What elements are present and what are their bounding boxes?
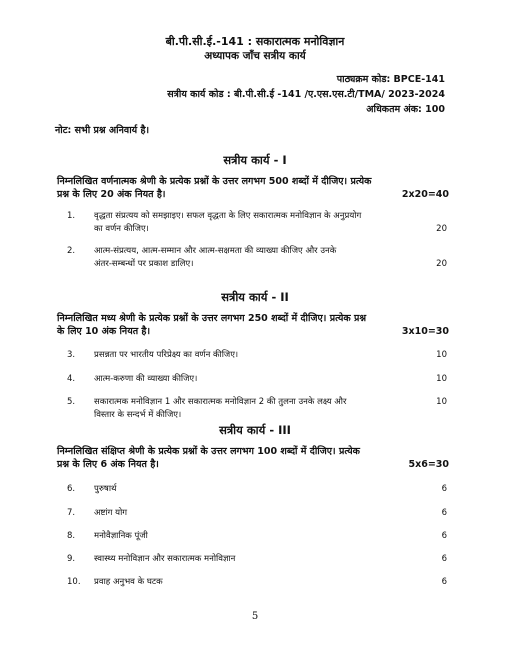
- document-title: बी.पी.सी.ई.-141 : सकारात्मक मनोविज्ञान: [165, 35, 345, 48]
- question-text: आत्म-करुणा की व्याख्या कीजिए।: [94, 374, 198, 384]
- question-item: [67, 245, 447, 271]
- question-number: 5.: [67, 397, 76, 407]
- question-number: 1.: [67, 211, 76, 221]
- question-number: 2.: [67, 246, 76, 256]
- instruction-line: निम्नलिखित मध्य श्रेणी के प्रत्येक प्रश्नों के उत्तर लगभग 250 शब्दों में दीजिए। प्रत्येक प्रश्न: [57, 313, 367, 324]
- question-marks: 20: [436, 224, 447, 234]
- question-line: वृद्धता संप्रत्यय को समझाइए। सफल वृद्धता के लिए सकारात्मक मनोविज्ञान के अनुप्रयोग: [94, 211, 362, 221]
- question-number: 8.: [67, 531, 76, 541]
- question-text: [94, 396, 419, 421]
- question-item: [67, 483, 447, 496]
- question-marks: 10: [436, 350, 447, 360]
- page-number: 5: [251, 611, 259, 622]
- question-marks: 20: [436, 259, 447, 269]
- section-title: सत्रीय कार्य - III: [219, 423, 291, 437]
- question-item: [67, 553, 447, 566]
- question-item: [67, 507, 447, 520]
- question-marks: 6: [441, 508, 447, 518]
- marks-formula: 5x6=30: [408, 459, 449, 470]
- question-text: अष्टांग योग: [94, 508, 128, 518]
- question-item: [67, 396, 447, 422]
- instruction-line: के लिए 10 अंक नियत है।: [57, 326, 151, 337]
- question-text: [94, 210, 419, 235]
- question-marks: 6: [441, 554, 447, 564]
- section-title: सत्रीय कार्य - I: [223, 153, 287, 167]
- question-number: 6.: [67, 484, 76, 494]
- question-number: 9.: [67, 554, 76, 564]
- question-item: [67, 349, 447, 362]
- question-item: [67, 210, 447, 236]
- question-line: विस्तार के सन्दर्भ में कीजिए।: [94, 409, 182, 420]
- section-instruction: [57, 175, 449, 201]
- question-marks: 10: [436, 374, 447, 384]
- question-text: प्रसन्नता पर भारतीय परिप्रेक्ष्य का वर्णन कीजिए।: [94, 350, 239, 360]
- section-instruction: [57, 312, 449, 338]
- question-marks: 6: [441, 577, 447, 587]
- instruction-line: प्रश्न के लिए 20 अंक नियत है।: [57, 189, 166, 200]
- question-line: आत्म-संप्रत्यय, आत्म-सम्मान और आत्म-सक्षमता की व्याख्या कीजिए और उनके: [94, 246, 337, 256]
- question-item: [67, 373, 447, 386]
- question-item: [67, 530, 447, 543]
- section-title: सत्रीय कार्य - II: [221, 290, 289, 304]
- marks-formula: 3x10=30: [401, 326, 449, 337]
- course-code: पाठ्यक्रम कोड: BPCE-141: [336, 74, 445, 85]
- question-text: पुरुषार्थ: [94, 484, 117, 494]
- section-instruction: [57, 445, 449, 471]
- document-subtitle: अध्यापक जाँच सत्रीय कार्य: [204, 50, 306, 62]
- question-marks: 6: [441, 484, 447, 494]
- max-marks: अधिकतम अंक: 100: [366, 104, 445, 115]
- question-line: का वर्णन कीजिए।: [94, 223, 149, 234]
- note: नोट: सभी प्रश्न अनिवार्य है।: [55, 125, 150, 136]
- question-text: [94, 245, 419, 270]
- question-number: 4.: [67, 374, 76, 384]
- question-item: [67, 576, 447, 589]
- question-text: प्रवाह अनुभव के घटक: [94, 577, 163, 587]
- question-line: अंतर-सम्बन्धों पर प्रकाश डालिए।: [94, 258, 194, 269]
- question-number: 3.: [67, 350, 76, 360]
- assignment-code: सत्रीय कार्य कोड : बी.पी.सी.ई -141 /ए.एस.एस.टी/TMA/ 2023-2024: [167, 89, 445, 100]
- question-marks: 6: [441, 531, 447, 541]
- question-text: मनोवैज्ञानिक पूंजी: [94, 531, 148, 541]
- marks-formula: 2x20=40: [401, 189, 449, 200]
- question-text: स्वास्थ्य मनोविज्ञान और सकारात्मक मनोविज्ञान: [94, 554, 236, 564]
- instruction-line: निम्नलिखित वर्णनात्मक श्रेणी के प्रत्येक प्रश्नों के उत्तर लगभग 500 शब्दों में दीजिए। प्रत्येक: [57, 176, 372, 187]
- instruction-line: प्रश्न के लिए 6 अंक नियत है।: [57, 459, 159, 470]
- instruction-line: निम्नलिखित संक्षिप्त श्रेणी के प्रत्येक प्रश्नों के उत्तर लगभग 100 शब्दों में दीजिए। प्रत्येक: [57, 446, 360, 457]
- question-number: 7.: [67, 508, 76, 518]
- question-number: 10.: [67, 577, 81, 587]
- question-line: सकारात्मक मनोविज्ञान 1 और सकारात्मक मनोविज्ञान 2 की तुलना उनके लक्ष्य और: [94, 397, 347, 407]
- question-marks: 10: [436, 397, 447, 407]
